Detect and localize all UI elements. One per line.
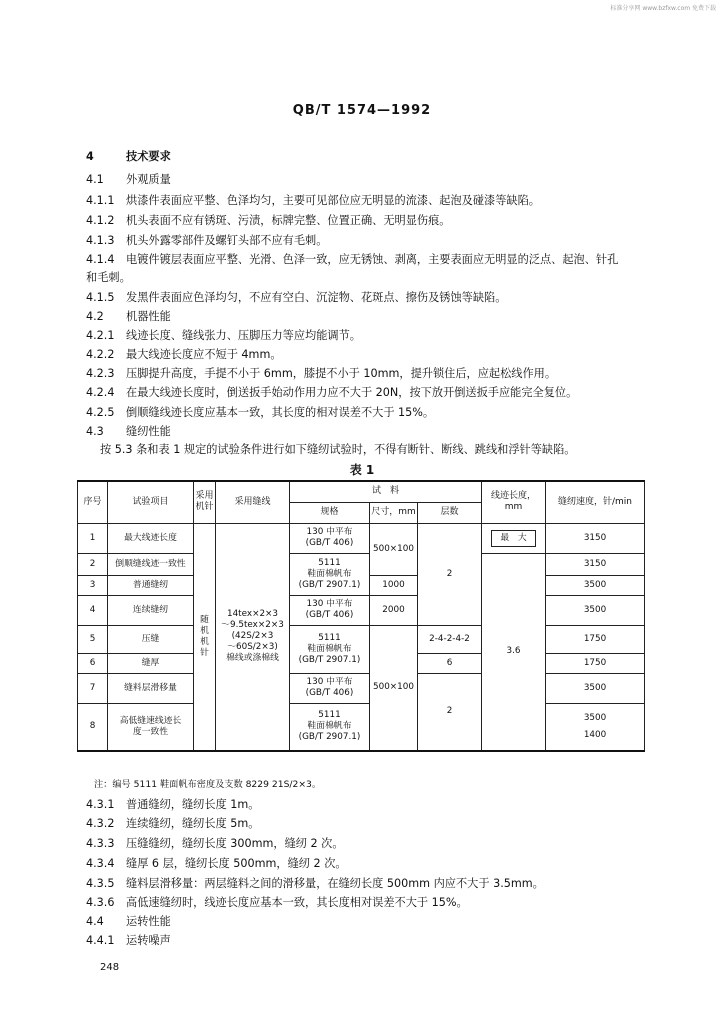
spec-line: (GB/T 406)	[305, 538, 354, 548]
size-1000-cell: 1000	[370, 575, 418, 595]
table-caption: 表 1	[349, 463, 375, 477]
clause-number: 4.3.2	[86, 817, 115, 830]
row7-speed: 3500	[546, 673, 645, 703]
clause-text: 高低速缝纫时，线迹长度应基本一致，其长度相对误差不大于 15%。	[126, 896, 468, 909]
layers-6-cell: 6	[418, 653, 482, 673]
thread-line: 14tex×2×3	[226, 609, 279, 620]
row7-item: 缝料层滑移量	[108, 673, 194, 703]
spec-line: (GB/T 2907.1)	[298, 732, 361, 743]
thread-line: (42S/2×3	[231, 631, 274, 642]
spec-line: 鞋面棉帆布	[307, 568, 352, 579]
header-needle: 采用机针	[194, 481, 216, 523]
clause-number: 4.3.3	[86, 837, 115, 850]
clause-line	[86, 270, 131, 285]
clause-line	[86, 895, 468, 910]
row1-item: 最大线迹长度	[108, 523, 194, 553]
watermark: 标准分享网 www.bzfxw.com 免费下载	[610, 5, 716, 12]
row4-item: 连续缝纫	[108, 595, 194, 625]
clause-text: 电镀件镀层表面应平整、光滑、色泽一致，应无锈蚀、剥离，主要表面应无明显的泛点、起泡、针孔	[126, 253, 619, 266]
clause-line	[86, 914, 171, 929]
clause-number: 4.1.4	[86, 253, 115, 266]
clause-text: 技术要求	[126, 150, 171, 163]
clause-text: 机头表面不应有锈斑、污渍，标牌完整、位置正确、无明显伤痕。	[126, 214, 451, 227]
clause-line	[86, 290, 506, 305]
clause-line	[86, 816, 259, 831]
row6-item: 缝厚	[108, 653, 194, 673]
clause-number: 4.1	[86, 173, 104, 186]
clause-number: 4.1.2	[86, 214, 115, 227]
clause-text: 最大线迹长度应不短于 4mm。	[126, 348, 282, 361]
thread-cell	[216, 523, 290, 751]
spec-line: 5111	[318, 632, 341, 643]
header-layers: 层数	[418, 502, 482, 523]
row3-speed: 3500	[546, 575, 645, 595]
clause-number: 4.4.1	[86, 934, 115, 947]
clause-line	[86, 149, 171, 164]
page-number: 248	[100, 962, 120, 973]
spec-b-cell	[290, 553, 370, 595]
thread-line: ～60S/2×3)	[227, 642, 278, 653]
clause-number: 4	[86, 150, 94, 163]
spec-a-cell	[290, 595, 370, 625]
needle-cell: 随 机 机 针	[194, 523, 216, 751]
size-cell: 500×100	[370, 625, 418, 751]
clause-line	[86, 797, 259, 812]
clause-text: 普通缝纫，缝纫长度 1m。	[126, 798, 260, 811]
clause-number: 4.2.4	[86, 386, 115, 399]
row8-seq: 8	[78, 703, 108, 751]
header-seq: 序号	[78, 481, 108, 523]
stitch-max-label: 最 大	[491, 530, 535, 547]
spec-b-cell	[290, 703, 370, 751]
header-item: 试验项目	[108, 481, 194, 523]
clause-text: 运转噪声	[126, 934, 171, 947]
layers-cell: 2	[418, 673, 482, 751]
header-spec: 规格	[290, 502, 370, 523]
layers-pressure-cell: 2-4-2-4-2	[418, 625, 482, 653]
clause-line	[86, 233, 327, 248]
speed-low: 1400	[583, 729, 607, 740]
clause-number: 4.4	[86, 915, 104, 928]
clause-line	[86, 193, 540, 208]
row1-speed: 3150	[546, 523, 645, 553]
row5-item: 压缝	[108, 625, 194, 653]
row3-item: 普通缝纫	[108, 575, 194, 595]
clause-number: 4.2.3	[86, 367, 115, 380]
clause-text: 缝厚 6 层，缝纫长度 500mm，缝纫 2 次。	[126, 857, 347, 870]
spec-line: 5111	[318, 710, 341, 721]
clause-line	[100, 442, 575, 457]
standard-header: QB/T 1574—1992	[292, 103, 432, 118]
header-sewing-speed: 缝纫速度，针/min	[546, 481, 645, 523]
clause-text: 按 5.3 条和表 1 规定的试验条件进行如下缝纫试验时，不得有断针、断线、跳线和浮针等缺陷。	[100, 443, 576, 456]
clause-text: 烘漆件表面应平整、色泽均匀，主要可见部位应无明显的流漆、起泡及碰漆等缺陷。	[126, 194, 540, 207]
row1-seq: 1	[78, 523, 108, 553]
spec-line: 130 中平布	[306, 599, 353, 609]
clause-line	[86, 405, 434, 420]
spec-line: 5111	[318, 557, 341, 568]
thread-line: ～9.5tex×2×3	[221, 620, 284, 631]
row5-speed: 1750	[546, 625, 645, 653]
spec-a-cell	[290, 523, 370, 553]
header-stitch-length: 线迹长度，mm	[482, 481, 546, 523]
size-cell: 500×100	[370, 523, 418, 575]
header-material: 试 料	[290, 481, 482, 502]
spec-b-cell	[290, 625, 370, 673]
clause-number: 4.3.1	[86, 798, 115, 811]
clause-number: 4.1.5	[86, 291, 115, 304]
clause-text: 外观质量	[126, 173, 171, 186]
clause-line	[86, 424, 171, 439]
stitch-max-cell	[482, 523, 546, 553]
clause-text: 压脚提升高度，手提不小于 6mm，膝提不小于 10mm，提升锁住后，应起松线作用。	[126, 367, 557, 380]
row5-seq: 5	[78, 625, 108, 653]
clause-line	[86, 856, 347, 871]
clause-line	[86, 172, 171, 187]
spec-line: (GB/T 2907.1)	[298, 579, 361, 590]
clause-text: 倒顺缝线迹长度应基本一致，其长度的相对误差不大于 15%。	[126, 406, 435, 419]
clause-text: 机头外露零部件及螺钉头部不应有毛刺。	[126, 234, 328, 247]
row4-seq: 4	[78, 595, 108, 625]
row2-seq: 2	[78, 553, 108, 575]
row2-speed: 3150	[546, 553, 645, 575]
clause-number: 4.2.2	[86, 348, 115, 361]
clause-line	[86, 309, 171, 324]
layers-cell: 2	[418, 523, 482, 625]
clause-text: 在最大线迹长度时，倒送扳手始动作用力应不大于 20N，按下放开倒送扳手应能完全复位。	[126, 386, 578, 399]
clause-line	[86, 347, 282, 362]
clause-text: 缝纫性能	[126, 425, 171, 438]
spec-line: (GB/T 2907.1)	[298, 654, 361, 665]
clause-number: 4.3	[86, 425, 104, 438]
clause-number: 4.1.3	[86, 234, 115, 247]
clause-text: 发黑件表面应色泽均匀，不应有空白、沉淀物、花斑点、擦伤及锈蚀等缺陷。	[126, 291, 507, 304]
clause-text: 压缝缝纫，缝纫长度 300mm，缝纫 2 次。	[126, 837, 344, 850]
header-thread: 采用缝线	[216, 481, 290, 523]
clause-line	[86, 836, 344, 851]
spec-line: (GB/T 406)	[305, 688, 354, 698]
clause-number: 4.3.6	[86, 896, 115, 909]
clause-text: 缝料层滑移量：两层缝料之间的滑移量，在缝纫长度 500mm 内应不大于 3.5mm。	[126, 877, 544, 890]
clause-number: 4.1.1	[86, 194, 115, 207]
size-2000-cell: 2000	[370, 595, 418, 625]
row7-seq: 7	[78, 673, 108, 703]
spec-line: 鞋面棉帆布	[307, 643, 352, 654]
clause-line	[86, 933, 171, 948]
clause-text: 连续缝纫，缝纫长度 5m。	[126, 817, 260, 830]
row2-item: 倒顺缝线迹一致性	[108, 553, 194, 575]
clause-line	[86, 385, 577, 400]
thread-line: 棉线或涤棉线	[226, 653, 279, 664]
header-size: 尺寸，mm	[370, 502, 418, 523]
spec-a-cell	[290, 673, 370, 703]
clause-line	[86, 213, 450, 228]
spec-line: 鞋面棉帆布	[307, 721, 352, 732]
clause-number: 4.2.5	[86, 406, 115, 419]
spec-line: 130 中平布	[306, 677, 353, 687]
row6-seq: 6	[78, 653, 108, 673]
row8-speed	[546, 703, 645, 751]
clause-line	[86, 876, 544, 891]
clause-text: 机器性能	[126, 310, 171, 323]
spec-line: (GB/T 406)	[305, 610, 354, 620]
clause-text: 线迹长度、缝线张力、压脚压力等应均能调节。	[126, 329, 361, 342]
test-conditions-table	[77, 480, 645, 752]
clause-text: 和毛刺。	[86, 271, 131, 284]
stitch-36-cell: 3.6	[482, 553, 546, 751]
clause-line	[86, 252, 618, 267]
row3-seq: 3	[78, 575, 108, 595]
table-note: 注：编号 5111 鞋面帆布密度及支数 8229 21S/2×3。	[94, 779, 322, 790]
clause-number: 4.2	[86, 310, 104, 323]
row6-speed: 1750	[546, 653, 645, 673]
clause-number: 4.3.4	[86, 857, 115, 870]
speed-high: 3500	[583, 712, 607, 723]
clause-number: 4.3.5	[86, 877, 115, 890]
clause-line	[86, 366, 556, 381]
clause-number: 4.2.1	[86, 329, 115, 342]
clause-line	[86, 328, 361, 343]
row8-item: 高低缝速线迹长度一致性	[108, 703, 194, 751]
spec-line: 130 中平布	[306, 527, 353, 537]
row4-speed: 3500	[546, 595, 645, 625]
clause-text: 运转性能	[126, 915, 171, 928]
